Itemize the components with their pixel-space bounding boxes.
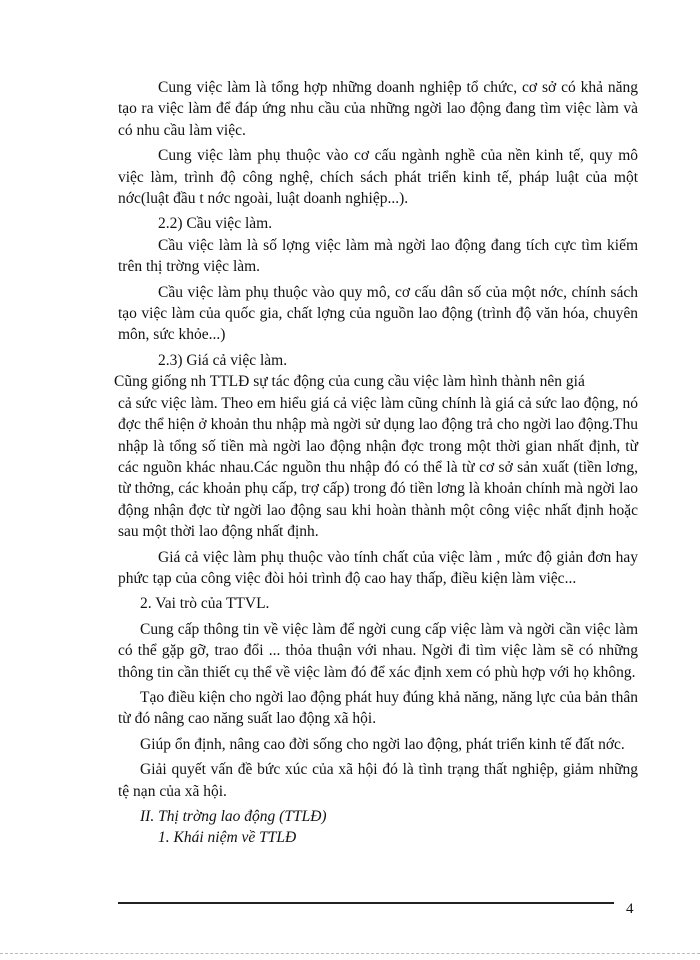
heading-vai-tro: 2. Vai trò của TTVL. (140, 595, 270, 613)
heading-thi-truong-lao-dong: II. Thị trờng lao động (TTLĐ) (140, 808, 327, 825)
paragraph-cung-viec-lam: Cung việc làm là tổng hợp những doanh nghiệp tổ chức, cơ sở có khả năng tạo ra việc làm để đáp ứng nhu cầu của những ngời lao động đang tìm việc làm và có nhu cầu làm việc. (118, 79, 638, 139)
paragraph-gia-ca-body: cả sức việc làm. Theo em hiểu giá cả việc làm cũng chính là giá cả sức lao động, nó đợc thể hiện ở khoản thu nhập mà ngời sử dụng lao động trả cho ngời lao động.Thu nhập là tổng số tiền mà ngời lao động nhận đợc trong một thời gian nhất định, từ các nguồn khác nhau.Các nguồn thu nhập đó có thể là từ cơ sở sản xuất (tiền lơng, từ thởng, các khoản phụ cấp, trợ cấp) trong đó tiền lơng là khoản chính mà ngời lao động nhận đợc từ ngời lao động sau khi hoàn thành một công việc nhất định hoặc sau một thời lao động nhất định. (118, 394, 638, 541)
paragraph-cung-phu-thuoc: Cung việc làm phụ thuộc vào cơ cấu ngành nghề của nền kinh tế, quy mô việc làm, trình độ công nghệ, chích sách phát triển kinh tế, pháp luật của một nớc(luật đầu t nớc ngoài, luật doanh nghiệp...). (118, 147, 638, 208)
page-break-line (0, 953, 700, 954)
paragraph-vai-tro-3: Giúp ổn định, nâng cao đời sống cho ngời lao động, phát triển kinh tế đất nớc. (140, 735, 625, 753)
paragraph-cau-phu-thuoc: Cầu việc làm phụ thuộc vào quy mô, cơ cấu dân số của một nớc, chính sách tạo việc làm của quốc gia, chất lợng của nguồn lao động (trình độ văn hóa, chuyên môn, sức khỏe...) (118, 283, 638, 344)
paragraph-vai-tro-2: Tạo điều kiện cho ngời lao động phát huy đúng khả năng, năng lực của bản thân từ đó nâng cao năng suất lao động xã hội. (118, 688, 638, 728)
footer-rule (118, 902, 614, 904)
heading-2-3: 2.3) Giá cả việc làm. (158, 351, 288, 369)
heading-khai-niem: 1. Khái niệm về TTLĐ (158, 829, 297, 847)
heading-2-2: 2.2) Cầu việc làm. (158, 215, 273, 233)
paragraph-cau-viec-lam: Cầu việc làm là số lợng việc làm mà ngời lao động đang tích cực tìm kiếm trên thị trờng việc làm. (118, 236, 638, 276)
body-text (114, 77, 638, 849)
paragraph-vai-tro-1: Cung cấp thông tin về việc làm để ngời cung cấp việc làm và ngời cần việc làm có thể gặp gỡ, trao đổi ... thỏa thuận với nhau. Ngời đi tìm việc làm sẽ có những thông tin cần thiết cụ thể về việc làm đó để xác định xem có phù hợp với họ không. (118, 620, 638, 681)
page-number: 4 (626, 901, 634, 917)
paragraph-gia-ca-line1: Cũng giống nh TTLĐ sự tác động của cung cầu việc làm hình thành nên giá (114, 373, 585, 391)
paragraph-vai-tro-4: Giải quyết vấn đề bức xúc của xã hội đó là tình trạng thất nghiệp, giảm những tệ nạn của xã hội. (118, 761, 638, 800)
paragraph-gia-ca-phu-thuoc: Giá cả việc làm phụ thuộc vào tính chất của việc làm , mức độ giản đơn hay phức tạp của công việc đòi hỏi trình độ cao hay thấp, điều kiện làm việc... (118, 548, 638, 587)
